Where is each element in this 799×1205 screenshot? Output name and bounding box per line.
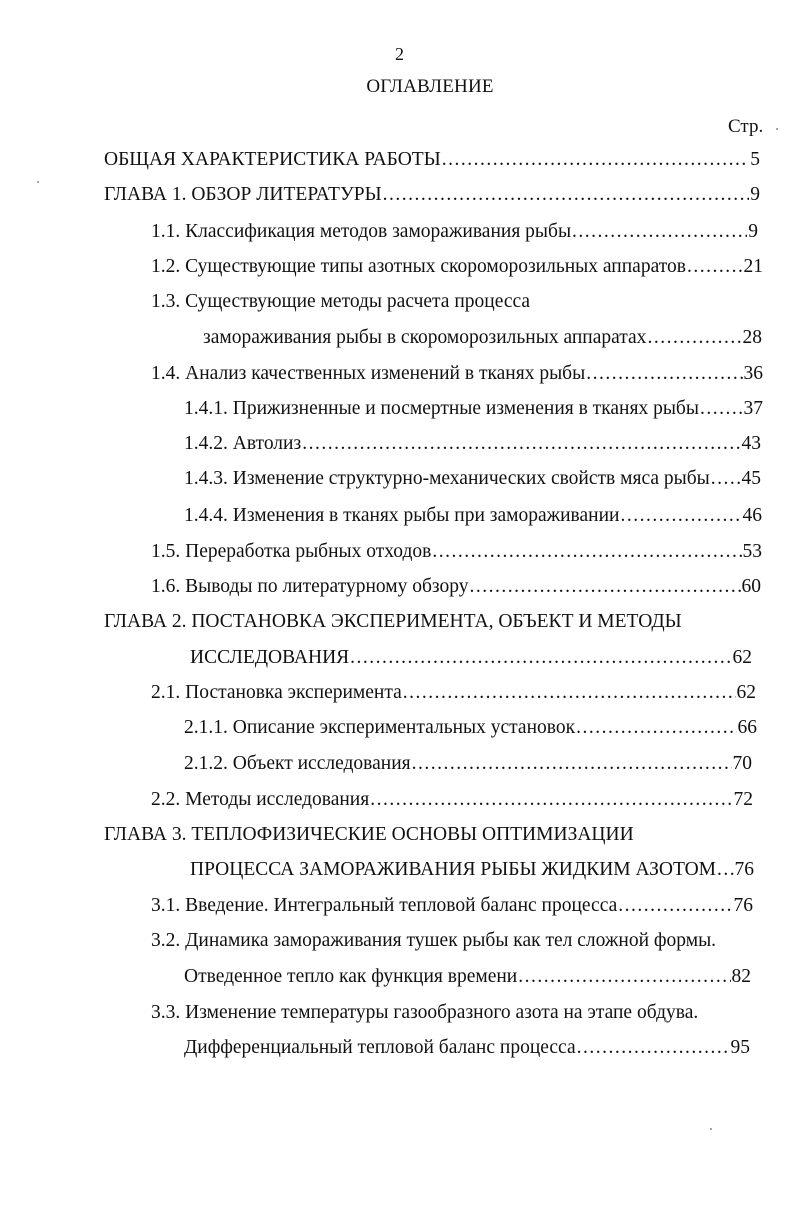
toc-entry-page: 62 [732,647,752,668]
toc-entry-label: ПРОЦЕССА ЗАМОРАЖИВАНИЯ РЫБЫ ЖИДКИМ АЗОТОМ [190,859,717,880]
toc-entry-page: 28 [742,327,762,348]
toc-entry-2-1 [151,681,756,705]
toc-entry-1-4-2 [184,432,761,456]
toc-entry-3-3 [184,1036,750,1060]
page-column-label: Стр. [728,116,764,137]
toc-entry-label: 1.4.1. Прижизненные и посмертные изменения в тканях рыбы [184,398,699,419]
toc-entry-1-1 [151,220,758,244]
toc-entry-label: Отведенное тепло как функция времени [184,966,518,987]
toc-entry-label: 2.1.1. Описание экспериментальных установок [184,717,576,738]
toc-entry-page: 66 [737,717,757,738]
toc-entry-label: 2.2. Методы исследования [151,789,370,810]
toc-entry-page: 9 [748,221,758,242]
dot-leader [647,326,741,350]
toc-entry-1-3 [203,326,762,350]
toc-entry-3-2 [184,965,751,989]
toc-entry-3-3-line-1: 3.3. Изменение температуры газообразного азота на этапе обдува. [151,1002,699,1023]
toc-entry-label: 3.1. Введение. Интегральный тепловой баланс процесса [151,895,618,916]
toc-entry-label: 1.6. Выводы по литературному обзору [151,576,469,597]
toc-entry-label: 1.4.2. Автолиз [184,433,302,454]
toc-entry-label: 1.2. Существующие типы азотных скороморозильных аппаратов [151,256,686,277]
scan-speck [776,128,778,130]
toc-entry-page: 5 [750,149,760,170]
toc-entry-chapter-2 [190,646,752,670]
dot-leader [687,255,743,279]
dot-leader [403,681,736,705]
toc-entry-1-6 [151,575,761,599]
toc-entry-label: замораживания рыбы в скороморозильных аппаратах [203,327,647,348]
dot-leader [700,397,743,421]
toc-entry-page: 82 [731,966,751,987]
dot-leader [412,752,732,776]
toc-entry-1-4-4 [184,504,762,528]
toc-entry-label: ОБЩАЯ ХАРАКТЕРИСТИКА РАБОТЫ [104,149,441,170]
toc-entry-label: ИССЛЕДОВАНИЯ [190,647,350,668]
toc-entry-label: 1.4. Анализ качественных изменений в тканях рыбы [151,363,586,384]
toc-entry-1-2 [151,255,763,279]
toc-entry-1-3-line-1: 1.3. Существующие методы расчета процесса [151,291,531,312]
toc-entry-2-2 [151,788,753,812]
dot-leader [572,220,747,244]
toc-entry-1-5 [151,540,762,564]
dot-leader [620,504,741,528]
toc-entry-page: 36 [743,363,763,384]
toc-entry-page: 21 [743,256,763,277]
scan-speck [37,181,39,183]
toc-entry-page: 76 [734,859,754,880]
toc-entry-1-4-1 [184,397,763,421]
toc-entry-label: 1.4.3. Изменение структурно-механических свойств мяса рыбы [184,468,710,489]
dot-leader [350,646,731,670]
toc-entry-2-1-2 [184,752,752,776]
toc-entry-page: 53 [742,541,762,562]
dot-leader [717,858,733,882]
toc-entry-page: 76 [733,895,753,916]
toc-entry-label: 2.1.2. Объект исследования [184,753,411,774]
toc-entry-page: 62 [736,682,756,703]
dot-leader [576,716,736,740]
scan-speck [710,1128,712,1130]
toc-entry-page: 9 [750,184,760,205]
dot-leader [370,788,732,812]
dot-leader [711,467,741,491]
toc-entry-1-4-3 [184,467,761,491]
toc-entry-chapter-3-line-1: ГЛАВА 3. ТЕПЛОФИЗИЧЕСКИЕ ОСНОВЫ ОПТИМИЗАЦИИ [104,824,634,845]
page-number: 2 [395,44,404,64]
dot-leader [618,894,732,918]
toc-entry-chapter-1 [104,183,760,207]
toc-entry-label: 1.1. Классификация методов замораживания рыбы [151,221,572,242]
toc-entry-label: ГЛАВА 1. ОБЗОР ЛИТЕРАТУРЫ [104,184,382,205]
dot-leader [577,1036,730,1060]
dot-leader [470,575,741,599]
toc-entry-page: 95 [730,1037,750,1058]
toc-entry-page: 70 [732,753,752,774]
toc-entry-label: Дифференциальный тепловой баланс процесса [184,1037,576,1058]
dot-leader [442,148,750,172]
toc-title: ОГЛАВЛЕНИЕ [366,76,494,97]
dot-leader [518,965,730,989]
toc-entry-general [104,148,760,172]
toc-entry-chapter-2-line-1: ГЛАВА 2. ПОСТАНОВКА ЭКСПЕРИМЕНТА, ОБЪЕКТ И МЕТОДЫ [104,611,682,632]
toc-entry-label: 1.4.4. Изменения в тканях рыбы при замораживании [184,505,620,526]
dot-leader [383,183,750,207]
toc-entry-label: 1.5. Переработка рыбных отходов [151,541,432,562]
dot-leader [586,362,742,386]
toc-entry-page: 60 [741,576,761,597]
toc-entry-chapter-3 [190,858,754,882]
toc-entry-3-2-line-1: 3.2. Динамика замораживания тушек рыбы как тел сложной формы. [151,930,717,951]
toc-entry-page: 43 [741,433,761,454]
toc-entry-3-1 [151,894,753,918]
toc-entry-page: 37 [743,398,763,419]
dot-leader [302,432,740,456]
toc-entry-page: 72 [733,789,753,810]
toc-entry-page: 45 [741,468,761,489]
toc-entry-label: 2.1. Постановка эксперимента [151,682,402,703]
dot-leader [432,540,741,564]
toc-entry-page: 46 [742,505,762,526]
toc-entry-2-1-1 [184,716,757,740]
toc-entry-1-4 [151,362,763,386]
